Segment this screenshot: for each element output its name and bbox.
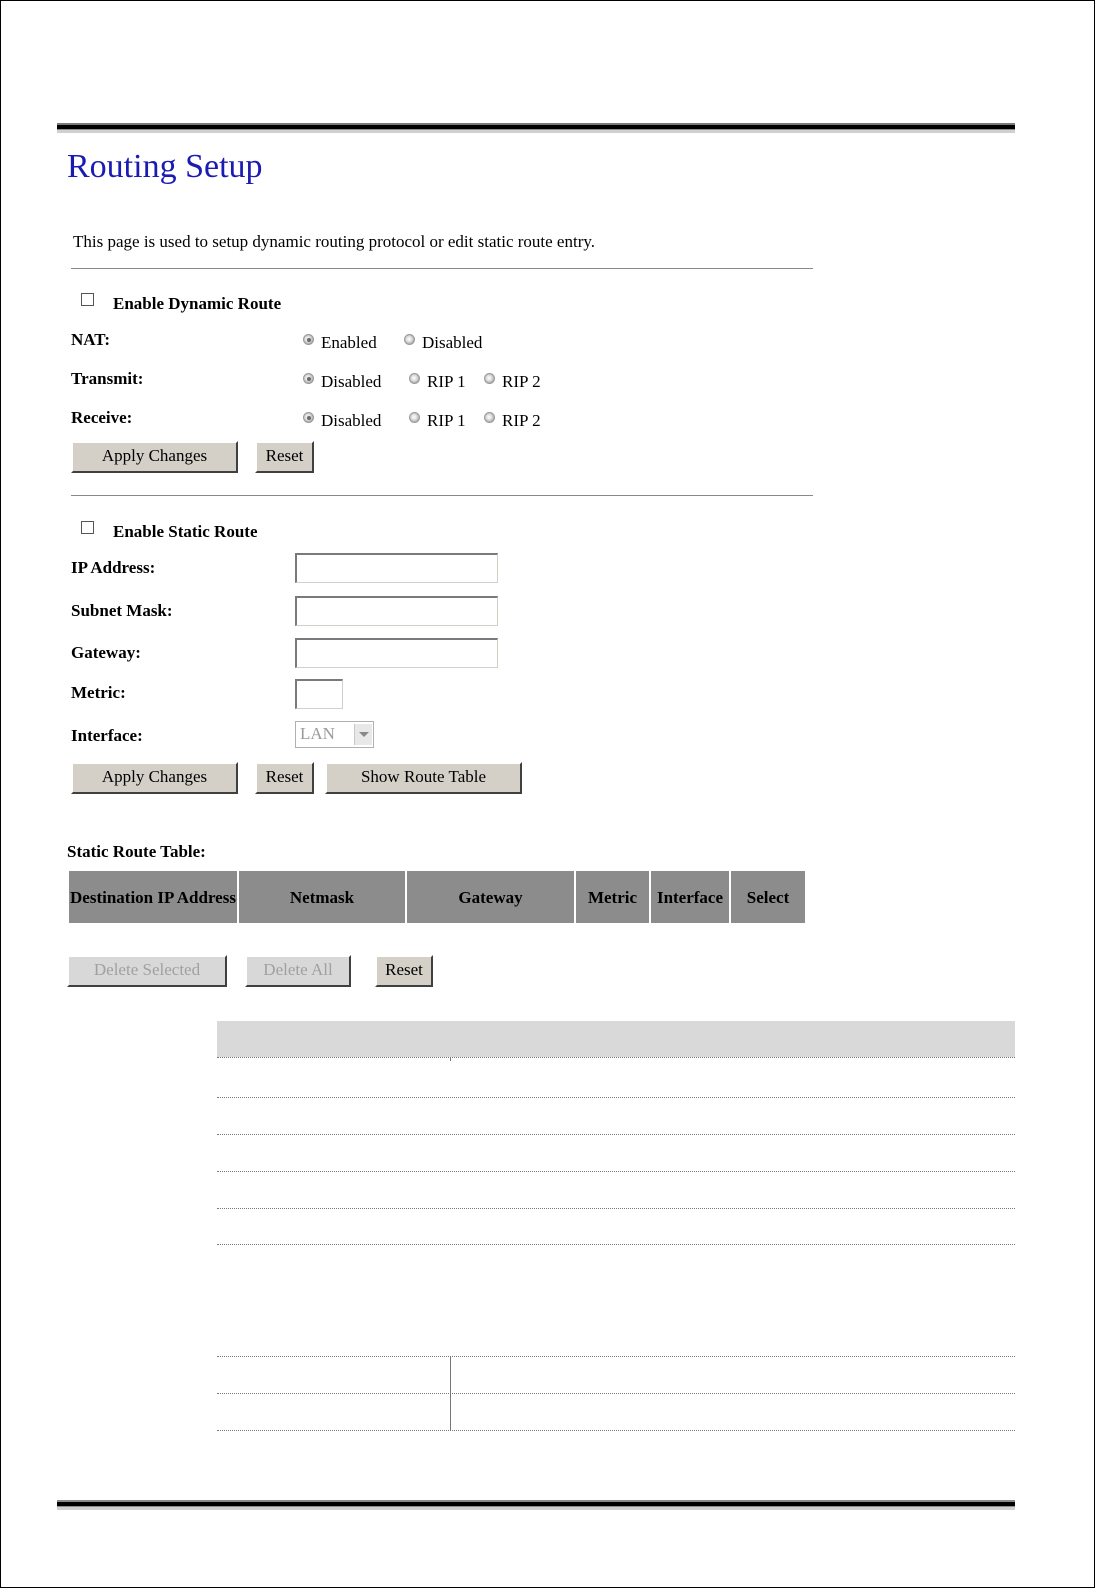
column-gateway: Gateway bbox=[407, 871, 574, 923]
interface-select[interactable] bbox=[295, 721, 374, 748]
document-table-rule bbox=[217, 1393, 1015, 1394]
receive-disabled-option: Disabled bbox=[321, 411, 382, 430]
interface-select-value: LAN bbox=[300, 724, 335, 743]
metric-label: Metric: bbox=[71, 683, 126, 702]
subnet-mask-input[interactable] bbox=[295, 596, 498, 626]
nat-disabled-option: Disabled bbox=[422, 333, 483, 352]
receive-rip1-option: RIP 1 bbox=[427, 411, 466, 430]
top-rule bbox=[57, 123, 1015, 133]
nat-enabled-radio[interactable] bbox=[303, 334, 314, 345]
column-interface: Interface bbox=[651, 871, 729, 923]
document-table-rule bbox=[217, 1356, 1015, 1357]
divider bbox=[71, 495, 813, 496]
metric-input[interactable] bbox=[295, 679, 343, 709]
static-reset-button[interactable]: Reset bbox=[255, 762, 314, 794]
enable-dynamic-route-checkbox[interactable] bbox=[81, 293, 94, 306]
document-table-divider bbox=[450, 1356, 451, 1430]
chevron-down-icon[interactable] bbox=[354, 724, 372, 745]
ip-address-label: IP Address: bbox=[71, 558, 156, 577]
enable-dynamic-route-label: Enable Dynamic Route bbox=[113, 294, 282, 313]
interface-label: Interface: bbox=[71, 726, 143, 745]
document-table-rule bbox=[217, 1097, 1015, 1098]
show-route-table-button[interactable]: Show Route Table bbox=[325, 762, 522, 794]
page-description: This page is used to setup dynamic routing protocol or edit static route entry. bbox=[73, 232, 596, 251]
document-table-divider bbox=[450, 1057, 451, 1061]
nat-disabled-radio[interactable] bbox=[404, 334, 415, 345]
table-reset-button[interactable]: Reset bbox=[375, 955, 433, 987]
static-apply-changes-button[interactable]: Apply Changes bbox=[71, 762, 238, 794]
document-table-header bbox=[217, 1021, 1015, 1057]
page-title: Routing Setup bbox=[67, 148, 263, 185]
transmit-rip2-radio[interactable] bbox=[484, 373, 495, 384]
receive-rip2-option: RIP 2 bbox=[502, 411, 541, 430]
bottom-rule bbox=[57, 1500, 1015, 1510]
gateway-label: Gateway: bbox=[71, 643, 141, 662]
nat-label: NAT: bbox=[71, 330, 111, 349]
document-table-rule bbox=[217, 1430, 1015, 1431]
transmit-rip2-option: RIP 2 bbox=[502, 372, 541, 391]
ip-address-input[interactable] bbox=[295, 553, 498, 583]
column-metric: Metric bbox=[576, 871, 649, 923]
subnet-mask-label: Subnet Mask: bbox=[71, 601, 173, 620]
column-select: Select bbox=[731, 871, 805, 923]
document-table-rule bbox=[217, 1171, 1015, 1172]
transmit-disabled-radio[interactable] bbox=[303, 373, 314, 384]
document-table-rule bbox=[217, 1134, 1015, 1135]
enable-static-route-label: Enable Static Route bbox=[113, 522, 258, 541]
document-table-rule bbox=[217, 1244, 1015, 1245]
delete-all-button[interactable]: Delete All bbox=[245, 955, 351, 987]
dynamic-apply-changes-button[interactable]: Apply Changes bbox=[71, 441, 238, 473]
transmit-rip1-radio[interactable] bbox=[409, 373, 420, 384]
static-route-table-title: Static Route Table: bbox=[67, 842, 206, 861]
delete-selected-button[interactable]: Delete Selected bbox=[67, 955, 227, 987]
receive-rip1-radio[interactable] bbox=[409, 412, 420, 423]
nat-enabled-option: Enabled bbox=[321, 333, 377, 352]
receive-disabled-radio[interactable] bbox=[303, 412, 314, 423]
gateway-input[interactable] bbox=[295, 638, 498, 668]
column-netmask: Netmask bbox=[239, 871, 405, 923]
document-table-rule bbox=[217, 1057, 1015, 1058]
transmit-label: Transmit: bbox=[71, 369, 144, 388]
dynamic-reset-button[interactable]: Reset bbox=[255, 441, 314, 473]
column-destination-ip-address: Destination IP Address bbox=[69, 871, 237, 923]
divider bbox=[71, 268, 813, 269]
transmit-rip1-option: RIP 1 bbox=[427, 372, 466, 391]
receive-label: Receive: bbox=[71, 408, 133, 427]
document-table-rule bbox=[217, 1208, 1015, 1209]
transmit-disabled-option: Disabled bbox=[321, 372, 382, 391]
receive-rip2-radio[interactable] bbox=[484, 412, 495, 423]
enable-static-route-checkbox[interactable] bbox=[81, 521, 94, 534]
